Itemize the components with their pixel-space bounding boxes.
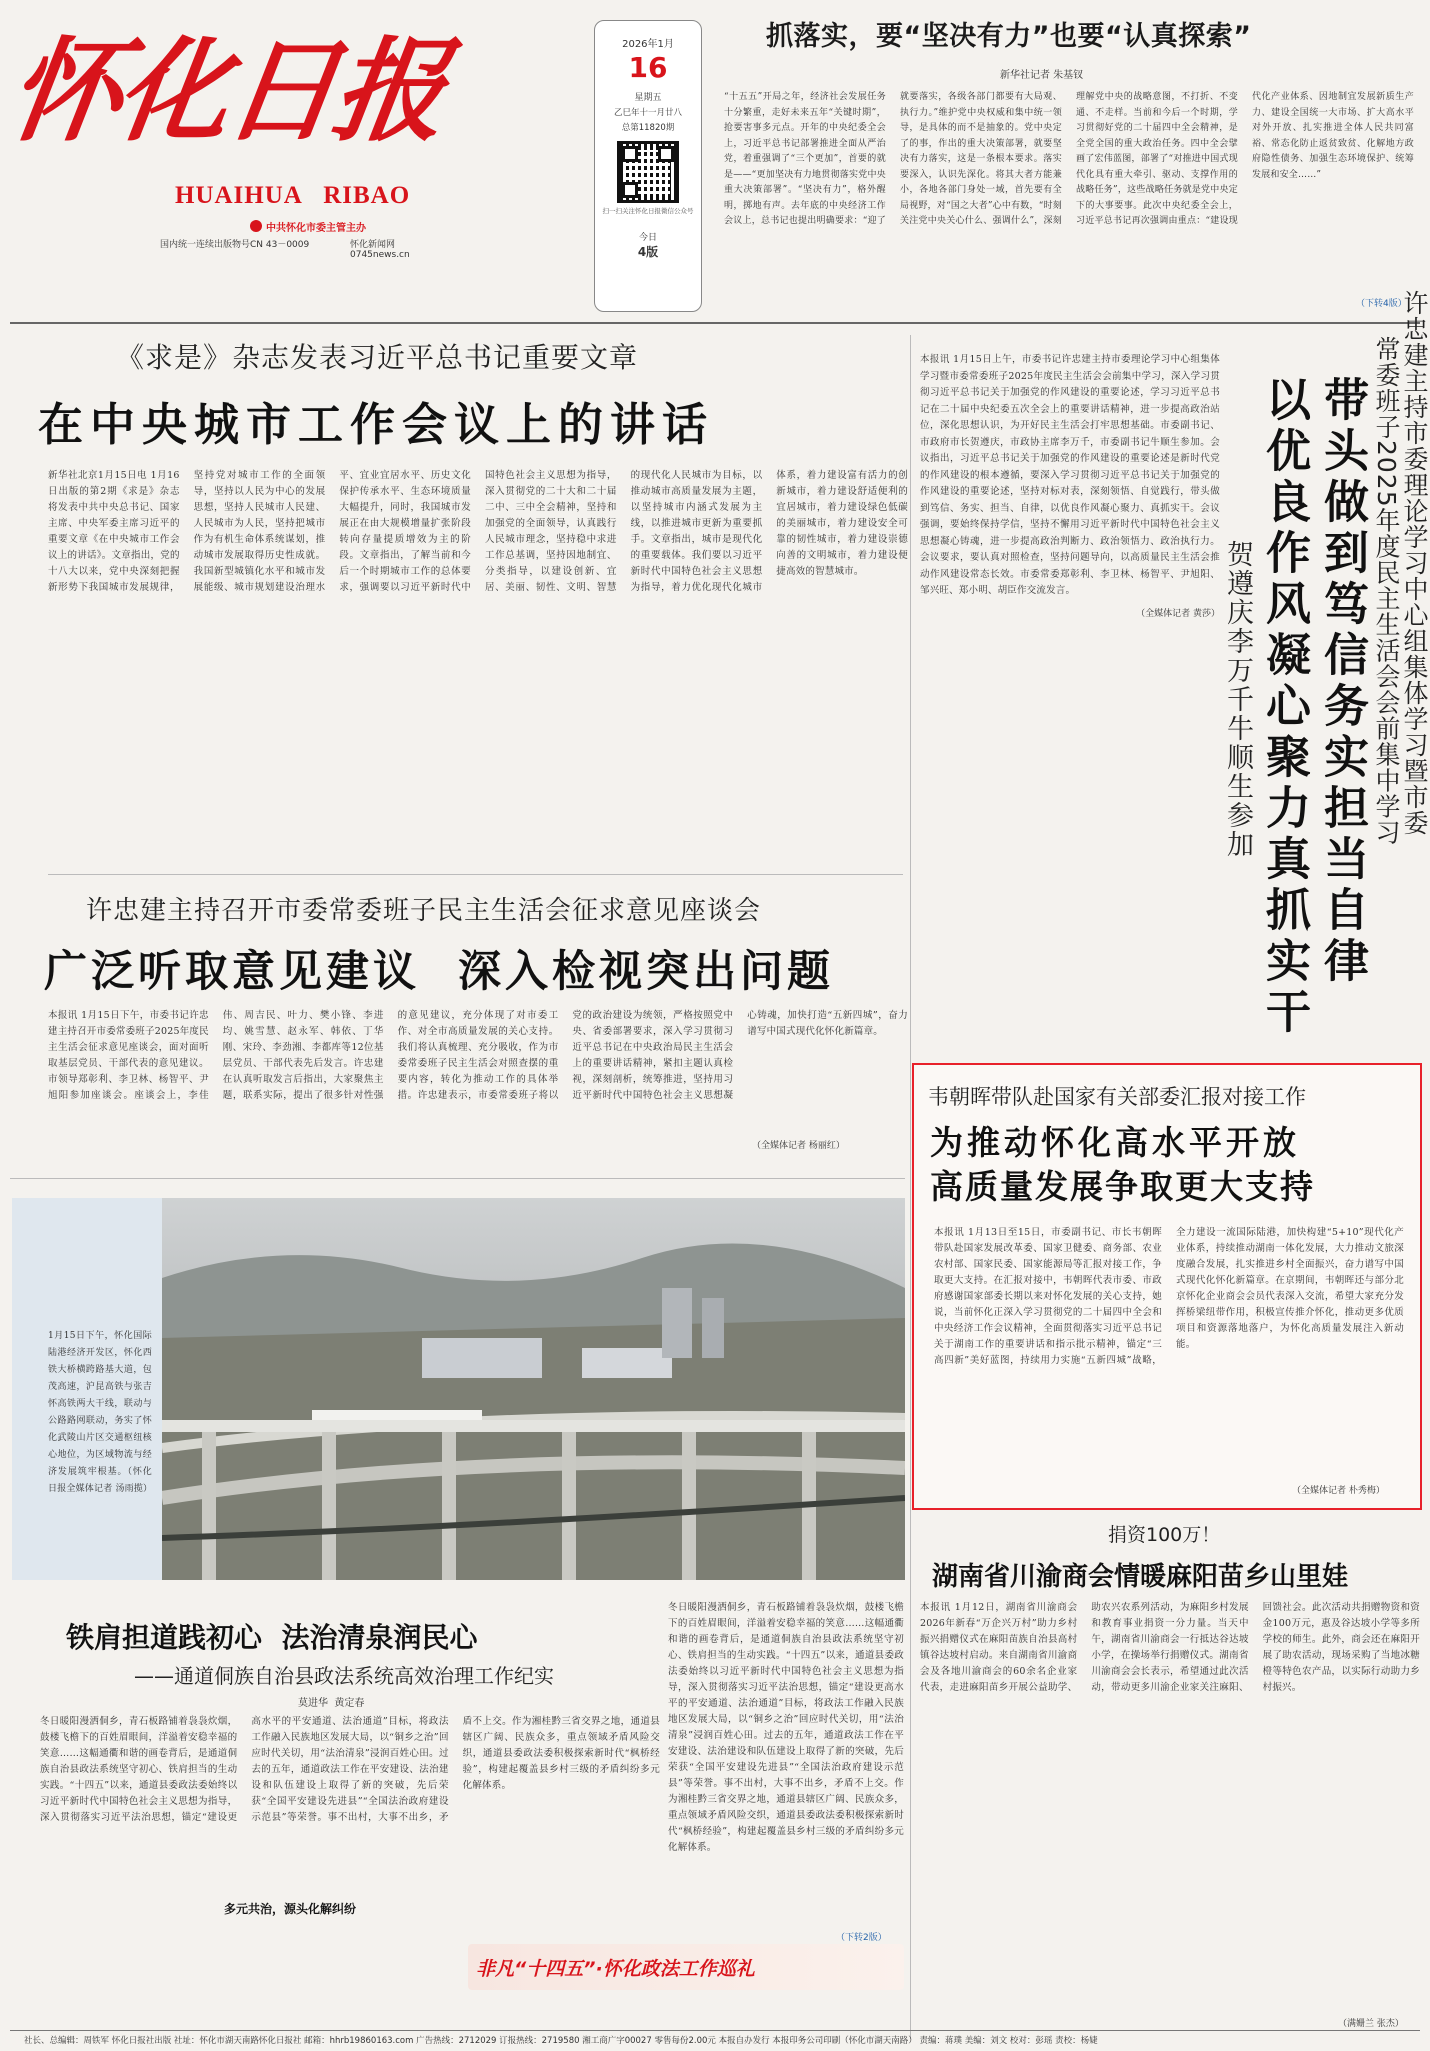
- photo-caption: 1月15日下午，怀化国际陆港经济开发区，怀化西铁大桥横跨路基大道，包茂高速，沪昆高铁与张吉怀高铁两大干线，联动与公路路网联动，务实了怀化武陵山片区交通枢纽核心地位，为区域物流与经济发展筑牢根基。（怀化日报全媒体记者 汤雨揽）: [48, 1331, 153, 1494]
- wei-headline-1: 为推动怀化高水平开放: [930, 1123, 1300, 1162]
- law-series-banner: [468, 1944, 904, 1990]
- law-text: 冬日暖阳漫洒侗乡，青石板路铺着袅袅炊烟，鼓楼飞檐下的百姓眉眼间，洋溢着安稳幸福的笑意……这幅通衢和谐的画卷背后，是通道侗族自治县政法系统坚守初心、铁肩担当的生动实践。“十四五”以来，通道县委政法委始终以习近平新时代中国特色社会主义思想为指导，深入贯彻落实习近平法治思想，锚定“建设更高水平的平安通道、法治通道”目标，将政法工作融入民族地区发展大局，以“铜乡之治”回应时代关切，用“法治清泉”浸润百姓心田。过去的五年，通道政法工作在平安建设、法治建设和队伍建设上取得了新的突破，先后荣获“全国平安建设先进县”“全国法治政府建设示范县”等荣誉。事不出村，大事不出乡，矛盾不上交。作为湘桂黔三省交界之地，通道县辖区广阔、民族众多，重点领域矛盾风险交织，通道县委政法委积极探索新时代“枫桥经验”，构建起覆盖县乡村三级的矛盾纠纷多元化解体系。: [40, 1716, 660, 1823]
- wei-byline: （全媒体记者 朴秀梅）: [1292, 1486, 1385, 1496]
- date-year-month: 2026年1月: [622, 39, 674, 50]
- chamber-body: [920, 1600, 1420, 2012]
- consult-kicker: 许忠建主持召开市委常委班子民主生活会征求意见座谈会: [86, 896, 762, 926]
- qiushi-body: [48, 468, 908, 866]
- commentary-continue[interactable]: （下转4版）: [1356, 299, 1407, 309]
- wei-headline-2: 高质量发展争取更大支持: [930, 1167, 1315, 1206]
- consult-byline: （全媒体记者 杨丽红）: [752, 1141, 845, 1151]
- issue-number: 总第11820期: [621, 123, 675, 133]
- wei-report-frame: [912, 1063, 1422, 1510]
- footer-imprint: 社长、总编辑：周铁军 怀化日报社出版 社址：怀化市湖天南路怀化日报社 邮箱：hhrb19860163.com 广告热线：2712029 订报热线：2719580 湘工商广字00027 零售每份2.00元 本报自办发行 本报印务公司印刷（怀化市湖天南路） 责编：蒋璞 美编：刘文 校对：彭瑶 责校：杨婕: [24, 2036, 1098, 2046]
- law-text-right: 冬日暖阳漫洒侗乡，青石板路铺着袅袅炊烟，鼓楼飞檐下的百姓眉眼间，洋溢着安稳幸福的笑意……这幅通衢和谐的画卷背后，是通道侗族自治县政法系统坚守初心、铁肩担当的生动实践。“十四五”以来，通道县委政法委始终以习近平新时代中国特色社会主义思想为指导，深入贯彻落实习近平法治思想，锚定“建设更高水平的平安通道、法治通道”目标，将政法工作融入民族地区发展大局，以“铜乡之治”回应时代关切，用“法治清泉”浸润百姓心田。过去的五年，通道政法工作在平安建设、法治建设和队伍建设上取得了新的突破，先后荣获“全国平安建设先进县”“全国法治政府建设示范县”等荣誉。事不出村，大事不出乡，矛盾不上交。作为湘桂黔三省交界之地，通道县辖区广阔、民族众多，重点领域矛盾风险交织，通道县委政法委积极探索新时代“枫桥经验”，构建起覆盖县乡村三级的矛盾纠纷多元化解体系。: [668, 1602, 904, 1853]
- commentary-title: 抓落实，要“坚决有力”也要“认真探索”: [766, 21, 1252, 52]
- chamber-headline: 湖南省川渝商会情暖麻阳苗乡山里娃: [932, 1562, 1349, 1592]
- law-headline: 铁肩担道践初心 法治清泉润民心: [66, 1621, 478, 1654]
- pages-count: 4版: [637, 245, 659, 259]
- website: 怀化新闻网0745news.cn: [350, 240, 410, 260]
- masthead-pinyin: HUAIHUA RIBAO: [175, 182, 411, 209]
- photo-caption-box: [12, 1198, 162, 1580]
- study-body: [920, 352, 1220, 1054]
- law-subhead: ——通道侗族自治县政法系统高效治理工作纪实: [134, 1664, 554, 1688]
- weekday: 星期五: [634, 93, 662, 103]
- qr-code[interactable]: [617, 141, 679, 203]
- consult-body: [48, 1008, 908, 1158]
- chamber-text: 本报讯 1月12日，湖南省川渝商会2026年新春“万企兴万村”助力乡村振兴捐赠仪式在麻阳苗族自治县高村镇谷达坡村启动。来自湖南省川渝商会及各地川渝商会的60余名企业家代表，走进麻阳苗乡开展公益助学、助农兴农系列活动，为麻阳乡村发展和教育事业捐资一分力量。当天中午，湖南省川渝商会一行抵达谷达坡小学，在操场举行捐赠仪式。湖南省川渝商会会长表示，希望通过此次活动，带动更多川渝企业家关注麻阳、回馈社会。此次活动共捐赠物资和资金100万元，惠及谷达坡小学等多所学校的师生。此外，商会还在麻阳开展了助农活动，现场采购了当地冰糖橙等特色农产品，以实际行动助力乡村振兴。: [920, 1602, 1420, 1693]
- newspaper-logo: 怀化日报: [0, 26, 452, 157]
- study-attendee: 贺遵庆李万千牛顺生参加: [1222, 540, 1253, 859]
- study-text: 本报讯 1月15日上午，市委书记许忠建主持市委理论学习中心组集体学习暨市委常委班子2025年度民主生活会会前集中学习，深入学习贯彻习近平总书记关于加强党的作风建设的重要论述，学习习近平总书记在二十届中央纪委五次全会上的重要讲话精神，进一步提高政治站位，深化思想认识，为开好民主生活会打牢思想基础。市委副书记、市政府市长贺遵庆，市政协主席李万千，市委副书记牛顺生参加。会议指出，习近平总书记关于加强党的作风建设的重要论述是新时代党的作风建设的根本遵循，要深入学习贯彻习近平总书记关于加强党的作风建设的重要论述，坚持对标对表，深刻领悟、自觉践行，带头做到笃信、务实、担当、自律，以优良作风凝心聚力、真抓实干。会议强调，要始终保持学信，坚持不懈用习近平新时代中国特色社会主义思想凝心铸魂，进一步提高政治判断力、政治领悟力、政治执行力。会议要求，要认真对照检查，坚持问题导向，以高质量民主生活会推动作风建设常态长效。市委常委郑彰利、李卫林、杨智平、尹旭阳、邹兴旺、郑小明、胡臣作交流发言。: [920, 354, 1220, 596]
- consult-headline: 广泛听取意见建议 深入检视突出问题: [44, 947, 834, 997]
- qiushi-text: 新华社北京1月15日电 1月16日出版的第2期《求是》杂志将发表中共中央总书记、国家主席、中央军委主席习近平的重要文章《在中央城市工作会议上的讲话》。文章指出，党的十八大以来，党中央深刻把握新形势下我国城市发展规律，坚持党对城市工作的全面领导，坚持以人民为中心的发展思想，坚持人民城市人民建、人民城市为人民，坚持把城市作为有机生命体系统谋划，推动城市发展取得历史性成就。我国新型城镇化水平和城市发展能级、城市规划建设治理水平、宜业宜居水平、历史文化保护传承水平、生态环境质量大幅提升，同时，我国城市发展正在由大规模增量扩张阶段转向存量提质增效为主的阶段。文章指出，了解当前和今后一个时期城市工作的总体要求，强调要以习近平新时代中国特色社会主义思想为指导，深入贯彻党的二十大和二十届二中、三中全会精神，坚持和加强党的全面领导，认真践行人民城市理念，坚持稳中求进工作总基调，坚持因地制宜、分类指导，以建设创新、宜居、美丽、韧性、文明、智慧的现代化人民城市为目标，以推动城市高质量发展为主题，以坚持城市内涵式发展为主线，以推进城市更新为重要抓手。文章指出，城市是现代化的重要载体。我们要以习近平新时代中国特色社会主义思想为指导，着力优化现代化城市体系，着力建设富有活力的创新城市，着力建设舒适便利的宜居城市，着力建设绿色低碳的美丽城市，着力建设安全可靠的韧性城市，着力建设崇德向善的文明城市，着力建设便捷高效的智慧城市。: [48, 470, 908, 593]
- qr-caption: 扫一扫关注怀化日报微信公众号: [602, 207, 694, 215]
- masthead: [0, 8, 452, 260]
- study-subhead-1: 许忠建主持市委理论学习中心组集体学习暨市委: [1400, 290, 1429, 836]
- commentary-text: “十五五”开局之年，经济社会发展任务十分繁重，走好未来五年“关键时期”，抢要害事多元点。开年的中央纪委全会上，习近平总书记部署推进全面从严治党，着重强调了“三个更加”，首要的就是——“更加坚决有力地贯彻落实党中央重大决策部署”。“坚决有力”，格外醒明，掷地有声。去年底的中央经济工作会议上，总书记也提出明确要求：“迎了就要落实，各级各部门都要有大局观、执行力。”维护党中央权威和集中统一领导，是具体的而不是抽象的。党中央定了的事，作出的重大决策部署，就要坚决有力落实，这是一条根本要求。落实要深入，认识先深化。将其大者方能兼小，各地各部门身处一域，首先要有全局视野，对“国之大者”心中有数，“时刻关注党中央关心什么、强调什么”，深刻理解党中央的战略意图，不打折、不变通、不走样。当前和今后一个时期，学习贯彻好党的二十届四中全会精神，是全党全国的重大政治任务。四中全会擘画了宏伟蓝图，部署了“对推进中国式现代化具有重大牵引、驱动、支撑作用的战略任务”，这些战略任务就是党中央定下的大事要事。此次中央纪委全会上，习近平总书记再次强调由重点：“建设现代化产业体系、因地制宜发展新质生产力、建设全国统一大市场、扩大高水平对外开放、扎实推进全体人民共同富裕、常态化防止返贫致贫、化解地方政府隐性债务、加强生态环境保护、统筹发展和安全……”: [724, 92, 1414, 226]
- today-label: 今日: [638, 233, 657, 243]
- news-photo[interactable]: [162, 1198, 905, 1580]
- consult-text: 本报讯 1月15日下午，市委书记许忠建主持召开市委常委班子2025年度民主生活会征求意见座谈会，面对面听取基层党员、干部代表的意见建议。市领导郑彰利、李卫林、杨智平、尹旭阳参加座谈会。座谈会上，李佳伟、周吉民、叶力、樊小锋、李进均、姚雪慧、赵永军、韩依、丁华刚、宋玲、李劲湘、李都库等12位基层党员、干部代表先后发言。许忠建在认真听取发言后指出，大家聚焦主题，联系实际，提出了很多针对性强的意见建议，充分体现了对市委工作、对全市高质量发展的关心支持。我们将认真梳理、充分吸收，作为市委常委班子民主生活会对照查摆的重要内容，转化为推动工作的具体举措。许忠建表示，市委常委班子将以党的政治建设为统领，严格按照党中央、省委部署要求，深入学习贯彻习近平总书记在中央政治局民主生活会上的重要讲话精神，紧扣主题认真检视，深刻剖析，统筹推进，坚持用习近平新时代中国特色社会主义思想凝心铸魂，加快打造“五新四城”，奋力谱写中国式现代化怀化新篇章。: [48, 1010, 908, 1101]
- chamber-kicker: 捐资100万！: [1108, 1524, 1221, 1546]
- law-right-body: [668, 1600, 904, 1926]
- study-headline-2: 以优良作风凝心聚力真抓实干: [1258, 376, 1311, 1039]
- photo-scene: [162, 1198, 905, 1580]
- wei-body: [934, 1225, 1404, 1473]
- law-byline: 莫进华 黄定春: [298, 1698, 365, 1709]
- party-emblem-icon: [250, 220, 262, 232]
- law-continue[interactable]: （下转2版）: [836, 1933, 887, 1943]
- qiushi-kicker: 《求是》杂志发表习近平总书记重要文章: [116, 341, 639, 374]
- study-subhead-2: 常委班子2025年度民主生活会会前集中学习: [1372, 336, 1401, 846]
- study-headline-1: 带头做到笃信务实担当自律: [1316, 376, 1369, 988]
- cn-number: 国内统一连续出版物号CN 43－0009: [160, 240, 310, 250]
- commentary-body: [724, 90, 1414, 304]
- commentary-byline: 新华社记者 朱基钗: [1000, 70, 1084, 81]
- masthead-sponsor: 中共怀化市委主管主办: [266, 223, 366, 234]
- qiushi-headline: 在中央城市工作会议上的讲话: [38, 398, 715, 451]
- law-series-title: 非凡“十四五”·怀化政法工作巡礼: [476, 1958, 755, 1980]
- wei-kicker: 韦朝晖带队赴国家有关部委汇报对接工作: [928, 1085, 1306, 1109]
- wei-text: 本报讯 1月13日至15日，市委副书记、市长韦朝晖带队赴国家发展改革委、国家卫健委、商务部、农业农村部、国家民委、国家能源局等汇报对接工作，争取更大支持。在汇报对接中，韦朝晖代表市委、市政府感谢国家部委长期以来对怀化发展的关心支持，她说，当前怀化正深入学习贯彻党的二十届四中全会和中央经济工作会议精神，全面贯彻落实习近平总书记关于湖南工作的重要讲话和指示批示精神，锚定“三高四新”美好蓝图，持续用力实施“五新四城”战略，全力建设一流国际陆港，加快构建“5+10”现代化产业体系，持续推动湖南一体化发展，大力推动文旅深度融合发展，扎实推进乡村全面振兴，奋力谱写中国式现代化怀化新篇章。在京期间，韦朝晖还与部分北京怀化企业商会会员代表深入交流，希望大家充分发挥桥梁纽带作用，积极宣传推介怀化，推动更多优质项目和资源落地落户，为怀化高质量发展注入新动能。: [934, 1227, 1404, 1366]
- date-box: [594, 20, 702, 312]
- chamber-byline: （满姗兰 张杰）: [1338, 2019, 1404, 2029]
- law-section-heading: 多元共治，源头化解纠纷: [224, 1902, 357, 1916]
- study-byline: （全媒体记者 黄莎）: [1136, 608, 1220, 619]
- lunar-date: 乙巳年十一月廿八: [613, 108, 682, 118]
- date-day: 16: [628, 51, 668, 84]
